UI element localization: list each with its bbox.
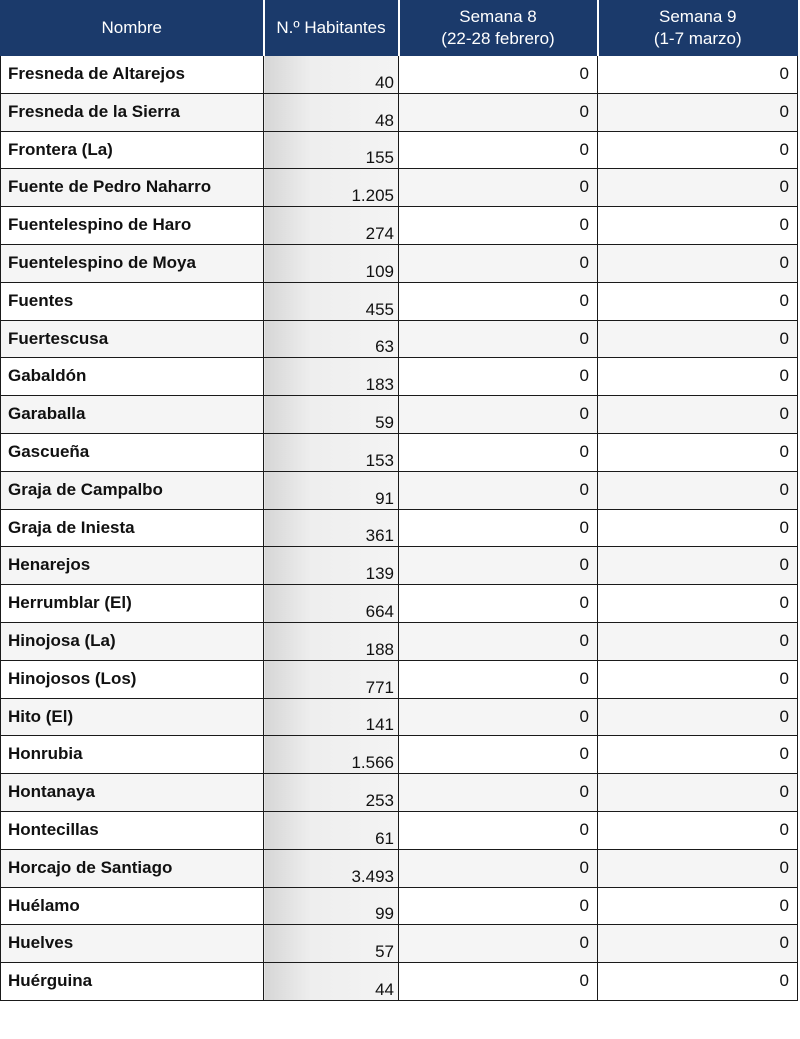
- cell-week8: 0: [399, 698, 598, 736]
- header-week8-dates: (22-28 febrero): [441, 29, 555, 48]
- cell-habitantes: 188: [264, 622, 399, 660]
- cell-habitantes: 48: [264, 93, 399, 131]
- cell-name: Herrumblar (El): [1, 585, 264, 623]
- cell-week9: 0: [598, 585, 798, 623]
- cell-week8: 0: [399, 282, 598, 320]
- cell-name: Fuente de Pedro Naharro: [1, 169, 264, 207]
- cell-habitantes: 3.493: [264, 849, 399, 887]
- table-row: [1, 849, 798, 887]
- cell-week8: 0: [399, 244, 598, 282]
- cell-habitantes: 99: [264, 887, 399, 925]
- cell-week9: 0: [598, 93, 798, 131]
- table-row: [1, 244, 798, 282]
- cell-week8: 0: [399, 56, 598, 94]
- cell-habitantes: 109: [264, 244, 399, 282]
- header-habitantes: [264, 1, 399, 56]
- cell-week8: 0: [399, 887, 598, 925]
- cell-week8: 0: [399, 736, 598, 774]
- table-row: [1, 963, 798, 1001]
- cell-habitantes: 183: [264, 358, 399, 396]
- cell-week8: 0: [399, 660, 598, 698]
- cell-habitantes: 153: [264, 433, 399, 471]
- cell-week9: 0: [598, 358, 798, 396]
- cell-name: Hontecillas: [1, 811, 264, 849]
- cell-name: Hito (El): [1, 698, 264, 736]
- cell-week9: 0: [598, 660, 798, 698]
- cell-week8: 0: [399, 169, 598, 207]
- cell-week8: 0: [399, 622, 598, 660]
- cell-name: Henarejos: [1, 547, 264, 585]
- cell-week9: 0: [598, 207, 798, 245]
- cell-week9: 0: [598, 849, 798, 887]
- table-row: [1, 131, 798, 169]
- table-row: [1, 433, 798, 471]
- cell-habitantes: 59: [264, 396, 399, 434]
- table-row: [1, 320, 798, 358]
- cell-name: Frontera (La): [1, 131, 264, 169]
- cell-habitantes: 771: [264, 660, 399, 698]
- cell-week8: 0: [399, 585, 598, 623]
- cell-name: Gascueña: [1, 433, 264, 471]
- cell-week9: 0: [598, 56, 798, 94]
- cell-name: Fuentes: [1, 282, 264, 320]
- table-row: [1, 282, 798, 320]
- header-habitantes-label: N.º Habitantes: [276, 18, 386, 37]
- table-row: [1, 207, 798, 245]
- cell-name: Huérguina: [1, 963, 264, 1001]
- cell-habitantes: 139: [264, 547, 399, 585]
- table-row: [1, 585, 798, 623]
- cell-week9: 0: [598, 963, 798, 1001]
- header-name-label: Nombre: [101, 18, 162, 37]
- cell-week8: 0: [399, 433, 598, 471]
- cell-week8: 0: [399, 774, 598, 812]
- cell-week9: 0: [598, 433, 798, 471]
- cell-habitantes: 44: [264, 963, 399, 1001]
- cell-week9: 0: [598, 774, 798, 812]
- cell-habitantes: 253: [264, 774, 399, 812]
- table-row: [1, 56, 798, 94]
- table-row: [1, 509, 798, 547]
- cell-week9: 0: [598, 736, 798, 774]
- cell-name: Horcajo de Santiago: [1, 849, 264, 887]
- cell-name: Graja de Campalbo: [1, 471, 264, 509]
- header-week9-dates: (1-7 marzo): [653, 29, 742, 48]
- cell-week8: 0: [399, 849, 598, 887]
- table-row: [1, 736, 798, 774]
- table-row: [1, 887, 798, 925]
- table-row: [1, 358, 798, 396]
- cell-habitantes: 63: [264, 320, 399, 358]
- header-week8-title: Semana 8: [459, 7, 537, 26]
- header-name: [1, 1, 264, 56]
- cell-week9: 0: [598, 169, 798, 207]
- cell-habitantes: 455: [264, 282, 399, 320]
- cell-week9: 0: [598, 320, 798, 358]
- cell-week8: 0: [399, 396, 598, 434]
- cell-habitantes: 40: [264, 56, 399, 94]
- cell-name: Hinojosa (La): [1, 622, 264, 660]
- cell-week9: 0: [598, 811, 798, 849]
- cell-habitantes: 155: [264, 131, 399, 169]
- table-row: [1, 471, 798, 509]
- cell-week8: 0: [399, 358, 598, 396]
- cell-week9: 0: [598, 131, 798, 169]
- cell-name: Huelves: [1, 925, 264, 963]
- cell-habitantes: 57: [264, 925, 399, 963]
- cell-name: Fuertescusa: [1, 320, 264, 358]
- cell-week8: 0: [399, 207, 598, 245]
- cell-week9: 0: [598, 282, 798, 320]
- cell-week8: 0: [399, 509, 598, 547]
- cell-habitantes: 361: [264, 509, 399, 547]
- cell-habitantes: 141: [264, 698, 399, 736]
- cell-week8: 0: [399, 811, 598, 849]
- cell-name: Fresneda de la Sierra: [1, 93, 264, 131]
- cell-week8: 0: [399, 131, 598, 169]
- cell-habitantes: 61: [264, 811, 399, 849]
- cell-habitantes: 664: [264, 585, 399, 623]
- cell-week9: 0: [598, 396, 798, 434]
- table-row: [1, 811, 798, 849]
- cell-name: Fuentelespino de Moya: [1, 244, 264, 282]
- cell-name: Hontanaya: [1, 774, 264, 812]
- cell-week8: 0: [399, 471, 598, 509]
- header-week9: [598, 1, 798, 56]
- cell-week9: 0: [598, 887, 798, 925]
- table-row: [1, 169, 798, 207]
- cell-week8: 0: [399, 320, 598, 358]
- table-row: [1, 622, 798, 660]
- cell-week9: 0: [598, 547, 798, 585]
- table-row: [1, 547, 798, 585]
- table-body: [1, 56, 798, 1001]
- cell-name: Huélamo: [1, 887, 264, 925]
- cell-name: Gabaldón: [1, 358, 264, 396]
- table-row: [1, 93, 798, 131]
- cell-name: Fresneda de Altarejos: [1, 56, 264, 94]
- cell-week9: 0: [598, 622, 798, 660]
- table-row: [1, 774, 798, 812]
- cell-habitantes: 1.205: [264, 169, 399, 207]
- cell-week9: 0: [598, 244, 798, 282]
- cell-week9: 0: [598, 471, 798, 509]
- table-row: [1, 925, 798, 963]
- header-week9-title: Semana 9: [659, 7, 737, 26]
- cell-habitantes: 1.566: [264, 736, 399, 774]
- cell-week8: 0: [399, 963, 598, 1001]
- table-header: [1, 1, 798, 56]
- cell-name: Fuentelespino de Haro: [1, 207, 264, 245]
- cell-week8: 0: [399, 93, 598, 131]
- table-row: [1, 396, 798, 434]
- cell-week9: 0: [598, 509, 798, 547]
- cell-name: Hinojosos (Los): [1, 660, 264, 698]
- cell-name: Garaballa: [1, 396, 264, 434]
- cell-name: Graja de Iniesta: [1, 509, 264, 547]
- cell-habitantes: 274: [264, 207, 399, 245]
- header-row: [1, 1, 798, 56]
- table-row: [1, 660, 798, 698]
- cell-habitantes: 91: [264, 471, 399, 509]
- header-week8: [399, 1, 598, 56]
- cell-week8: 0: [399, 925, 598, 963]
- cell-week8: 0: [399, 547, 598, 585]
- cell-name: Honrubia: [1, 736, 264, 774]
- cell-week9: 0: [598, 698, 798, 736]
- table-row: [1, 698, 798, 736]
- cell-week9: 0: [598, 925, 798, 963]
